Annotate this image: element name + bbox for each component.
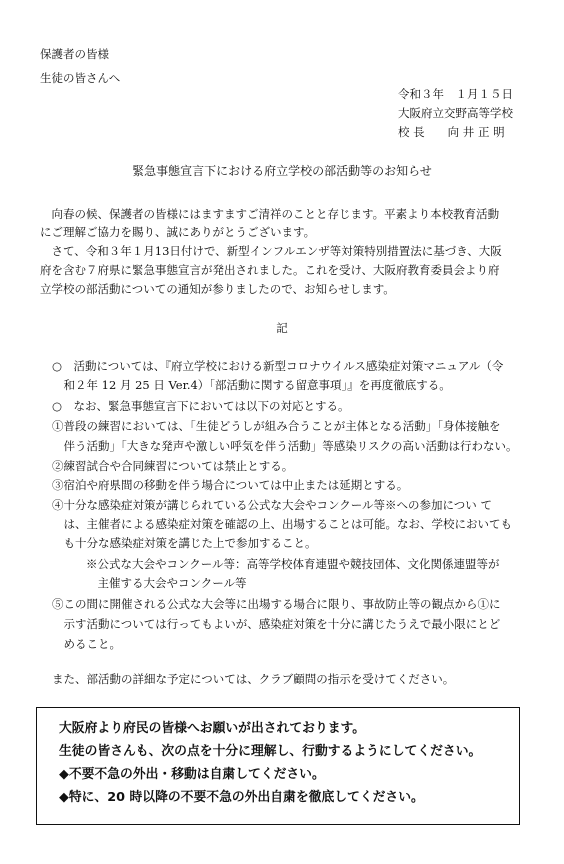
body-line: 立学校の部活動についての通知が参りましたので、お知らせします。: [40, 282, 395, 296]
item-line: 伴う活動」「大きな発声や激しい呼気を伴う活動」等感染リスクの高い活動は行わない。: [52, 439, 518, 453]
item-line: ②練習試合や合同練習については禁止とする。: [52, 459, 294, 473]
footnote-line: ※公式な大会やコンクール等：高等学校体育連盟や競技団体、文化関係連盟等が: [86, 557, 500, 571]
notice-line: 大阪府より府民の皆様へお願いが出されております。: [59, 721, 366, 736]
item-line: ○ 活動については、『府立学校における新型コロナウイルス感染症対策マニュアル（令: [52, 359, 504, 373]
item-line: は、主催者による感染症対策を確認の上、出場することは可能。なお、学校においても: [52, 517, 512, 531]
closing-line: また、部活動の詳細な予定については、クラブ顧問の指示を受けてください。: [52, 672, 455, 686]
item-line: ③宿泊や府県間の移動を伴う場合については中止または延期とする。: [52, 478, 409, 492]
item-line: 和２年 12 月 25 日 Ver.4）「部活動に関する留意事項」』を再度徹底する。: [52, 378, 451, 392]
issue-date: 令和３年 １月１５日: [398, 87, 513, 101]
item-line: ①普段の練習においては、「生徒どうしが組み合うことが主体となる活動」「身体接触を: [52, 419, 501, 433]
notice-line: ◆特に、20 時以降の不要不急の外出自粛を徹底してください。: [59, 790, 424, 805]
document-title: 緊急事態宣言下における府立学校の部活動等のお知らせ: [132, 164, 432, 178]
addressee-students: 生徒の皆さんへ: [40, 71, 121, 85]
item-line: ④十分な感染症対策が講じられている公式な大会やコンクール等※への参加につい て: [52, 498, 492, 512]
footnote-line: 主催する大会やコンクール等: [86, 576, 247, 590]
body-line: 府を含む７府県に緊急事態宣言が発出されました。これを受け、大阪府教育委員会より府: [40, 263, 500, 277]
ki-heading: 記: [276, 321, 288, 335]
notice-line: 生徒の皆さんも、次の点を十分に理解し、行動するようにしてください。: [59, 744, 482, 759]
body-line: さて、令和３年１月13日付けで、新型インフルエンザ等対策特別措置法に基づき、大阪: [40, 244, 502, 258]
body-line: 向春の候、保護者の皆様にはますますご清祥のことと存じます。平素より本校教育活動: [40, 207, 500, 221]
notice-line: ◆不要不急の外出・移動は自粛してください。: [59, 767, 325, 782]
notice-box: [36, 707, 520, 825]
body-line: にご理解ご協力を賜り、誠にありがとうございます。: [40, 225, 316, 239]
item-line: ○ なお、緊急事態宣言下においては以下の対応とする。: [52, 399, 350, 413]
school-name: 大阪府立交野高等学校: [398, 106, 513, 120]
item-line: 示す活動については行ってもよいが、感染症対策を十分に講じたうえで最小限にとど: [52, 617, 501, 631]
addressee-guardians: 保護者の皆様: [40, 47, 109, 61]
item-line: ⑤この間に開催される公式な大会等に出場する場合に限り、事故防止等の観点から①に: [52, 597, 501, 611]
item-line: めること。: [52, 637, 121, 651]
principal-name: 校 長 向 井 正 明: [398, 125, 505, 139]
item-line: も十分な感染症対策を講じた上で参加すること。: [52, 536, 317, 550]
